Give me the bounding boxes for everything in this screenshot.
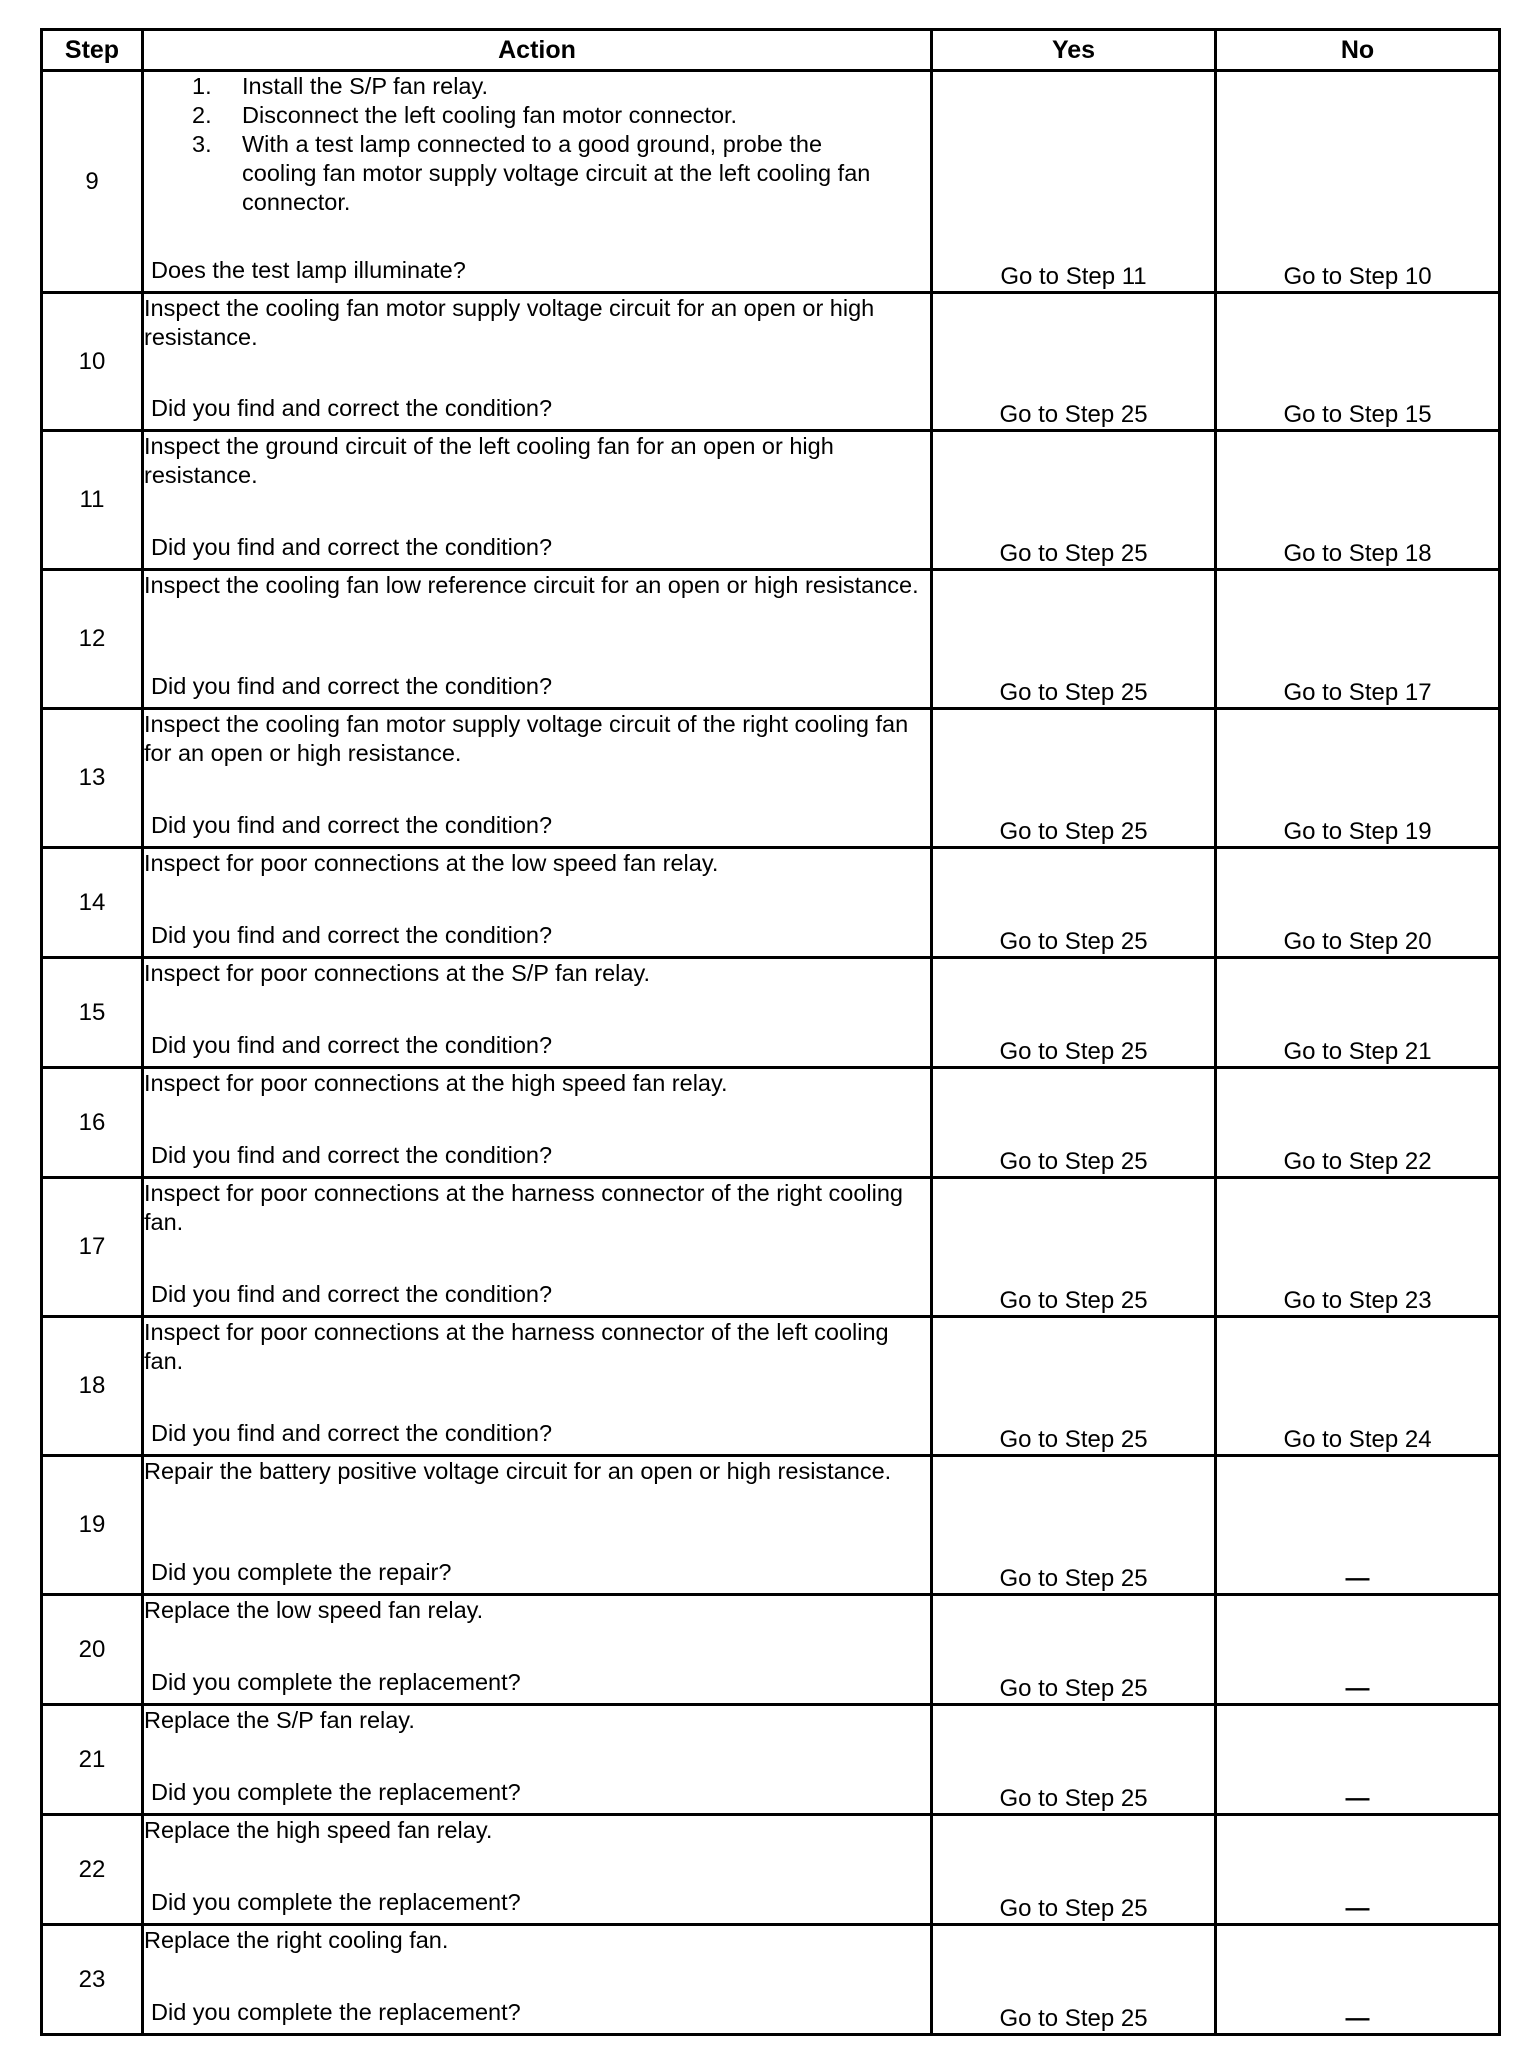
step-number: 13 xyxy=(42,709,143,848)
no-result: Go to Step 19 xyxy=(1216,709,1500,848)
list-item xyxy=(144,72,930,101)
action-cell xyxy=(143,1317,932,1456)
no-result: Go to Step 17 xyxy=(1216,570,1500,709)
action-question: Does the test lamp illuminate? xyxy=(151,257,466,283)
action-question: Did you find and correct the condition? xyxy=(151,1281,553,1307)
no-result: Go to Step 23 xyxy=(1216,1178,1500,1317)
no-result: Go to Step 20 xyxy=(1216,848,1500,958)
header-yes: Yes xyxy=(932,30,1216,71)
no-result-dash: — xyxy=(1345,1675,1370,1702)
action-description: Inspect the ground circuit of the left cooling fan for an open or high resistance. xyxy=(144,433,834,488)
action-description: Replace the S/P fan relay. xyxy=(144,1707,415,1733)
action-question: Did you find and correct the condition? xyxy=(151,534,553,560)
header-no: No xyxy=(1216,30,1500,71)
step-number: 10 xyxy=(42,293,143,431)
list-item-text: Disconnect the left cooling fan motor connector. xyxy=(242,102,738,128)
header-step: Step xyxy=(42,30,143,71)
action-cell xyxy=(143,71,932,293)
step-number: 18 xyxy=(42,1317,143,1456)
table-row xyxy=(42,71,1500,293)
yes-result: Go to Step 25 xyxy=(932,1705,1216,1815)
step-number: 21 xyxy=(42,1705,143,1815)
action-description: Inspect for poor connections at the harness connector of the right cooling fan. xyxy=(144,1180,903,1235)
table-row xyxy=(42,431,1500,570)
step-number: 23 xyxy=(42,1925,143,2035)
action-question: Did you complete the replacement? xyxy=(151,1889,521,1915)
action-description: Inspect the cooling fan low reference circuit for an open or high resistance. xyxy=(144,572,919,598)
table-row xyxy=(42,1317,1500,1456)
no-result xyxy=(1216,1705,1500,1815)
action-question: Did you complete the replacement? xyxy=(151,1779,521,1805)
header-row xyxy=(42,30,1500,71)
no-result-dash: — xyxy=(1345,1895,1370,1922)
table-row xyxy=(42,1595,1500,1705)
action-description: Replace the high speed fan relay. xyxy=(144,1817,493,1843)
action-description: Repair the battery positive voltage circuit for an open or high resistance. xyxy=(144,1458,892,1484)
yes-result: Go to Step 25 xyxy=(932,1815,1216,1925)
table-row xyxy=(42,1815,1500,1925)
yes-result: Go to Step 25 xyxy=(932,570,1216,709)
action-cell xyxy=(143,1068,932,1178)
action-question: Did you find and correct the condition? xyxy=(151,395,553,421)
step-number: 12 xyxy=(42,570,143,709)
table-header xyxy=(42,30,1500,71)
step-number: 20 xyxy=(42,1595,143,1705)
action-cell xyxy=(143,848,932,958)
step-number: 19 xyxy=(42,1456,143,1595)
yes-result: Go to Step 25 xyxy=(932,958,1216,1068)
table-row xyxy=(42,848,1500,958)
step-number: 22 xyxy=(42,1815,143,1925)
action-question: Did you find and correct the condition? xyxy=(151,673,553,699)
yes-result: Go to Step 25 xyxy=(932,848,1216,958)
action-question: Did you find and correct the condition? xyxy=(151,1142,553,1168)
list-item xyxy=(144,101,930,130)
no-result xyxy=(1216,1815,1500,1925)
list-item-number: 2. xyxy=(192,102,212,128)
action-cell xyxy=(143,431,932,570)
yes-result: Go to Step 25 xyxy=(932,431,1216,570)
step-number: 15 xyxy=(42,958,143,1068)
yes-result: Go to Step 25 xyxy=(932,1068,1216,1178)
no-result: Go to Step 15 xyxy=(1216,293,1500,431)
list-item-text: With a test lamp connected to a good ground, probe the cooling fan motor supply voltage circuit at the left cooling fan connector. xyxy=(242,131,871,215)
action-question: Did you complete the repair? xyxy=(151,1559,452,1585)
yes-result: Go to Step 25 xyxy=(932,293,1216,431)
action-cell xyxy=(143,958,932,1068)
yes-result: Go to Step 11 xyxy=(932,71,1216,293)
yes-result: Go to Step 25 xyxy=(932,1925,1216,2035)
table-body xyxy=(42,71,1500,2035)
action-description: Inspect for poor connections at the low speed fan relay. xyxy=(144,850,719,876)
no-result: Go to Step 24 xyxy=(1216,1317,1500,1456)
action-cell xyxy=(143,1815,932,1925)
step-number: 17 xyxy=(42,1178,143,1317)
table-row xyxy=(42,570,1500,709)
table-row xyxy=(42,958,1500,1068)
no-result xyxy=(1216,1595,1500,1705)
action-description: Inspect the cooling fan motor supply voltage circuit for an open or high resistance. xyxy=(144,295,875,350)
table-row xyxy=(42,709,1500,848)
action-question: Did you find and correct the condition? xyxy=(151,1032,553,1058)
yes-result: Go to Step 25 xyxy=(932,1456,1216,1595)
step-number: 16 xyxy=(42,1068,143,1178)
action-description: Inspect for poor connections at the S/P fan relay. xyxy=(144,960,650,986)
table-row xyxy=(42,1925,1500,2035)
table-row xyxy=(42,1705,1500,1815)
yes-result: Go to Step 25 xyxy=(932,1317,1216,1456)
no-result-dash: — xyxy=(1345,1565,1370,1592)
action-description: Replace the low speed fan relay. xyxy=(144,1597,484,1623)
no-result: Go to Step 21 xyxy=(1216,958,1500,1068)
list-item-text: Install the S/P fan relay. xyxy=(242,73,489,99)
action-cell xyxy=(143,293,932,431)
no-result-dash: — xyxy=(1345,2005,1370,2032)
action-cell xyxy=(143,1178,932,1317)
table-row xyxy=(42,293,1500,431)
no-result xyxy=(1216,1925,1500,2035)
procedure-list xyxy=(144,72,930,217)
action-cell xyxy=(143,1925,932,2035)
action-description: Replace the right cooling fan. xyxy=(144,1927,449,1953)
no-result: Go to Step 22 xyxy=(1216,1068,1500,1178)
action-question: Did you find and correct the condition? xyxy=(151,922,553,948)
list-item-number: 1. xyxy=(192,73,212,99)
action-description: Inspect for poor connections at the harness connector of the left cooling fan. xyxy=(144,1319,889,1374)
action-description: Inspect the cooling fan motor supply voltage circuit of the right cooling fan for an open or high resistance. xyxy=(144,711,909,766)
action-question: Did you find and correct the condition? xyxy=(151,1420,553,1446)
table-row xyxy=(42,1178,1500,1317)
action-cell xyxy=(143,1456,932,1595)
step-number: 9 xyxy=(42,71,143,293)
no-result xyxy=(1216,1456,1500,1595)
header-action: Action xyxy=(143,30,932,71)
action-question: Did you complete the replacement? xyxy=(151,1999,521,2025)
action-question: Did you find and correct the condition? xyxy=(151,812,553,838)
list-item-number: 3. xyxy=(192,131,212,157)
action-cell xyxy=(143,1705,932,1815)
list-item xyxy=(144,130,930,217)
no-result: Go to Step 10 xyxy=(1216,71,1500,293)
table-row xyxy=(42,1456,1500,1595)
no-result: Go to Step 18 xyxy=(1216,431,1500,570)
action-question: Did you complete the replacement? xyxy=(151,1669,521,1695)
action-cell xyxy=(143,570,932,709)
yes-result: Go to Step 25 xyxy=(932,709,1216,848)
action-cell xyxy=(143,1595,932,1705)
step-number: 14 xyxy=(42,848,143,958)
action-description: Inspect for poor connections at the high speed fan relay. xyxy=(144,1070,728,1096)
yes-result: Go to Step 25 xyxy=(932,1178,1216,1317)
step-number: 11 xyxy=(42,431,143,570)
yes-result: Go to Step 25 xyxy=(932,1595,1216,1705)
table-row xyxy=(42,1068,1500,1178)
action-cell xyxy=(143,709,932,848)
no-result-dash: — xyxy=(1345,1785,1370,1812)
diagnostic-table xyxy=(40,28,1501,2036)
